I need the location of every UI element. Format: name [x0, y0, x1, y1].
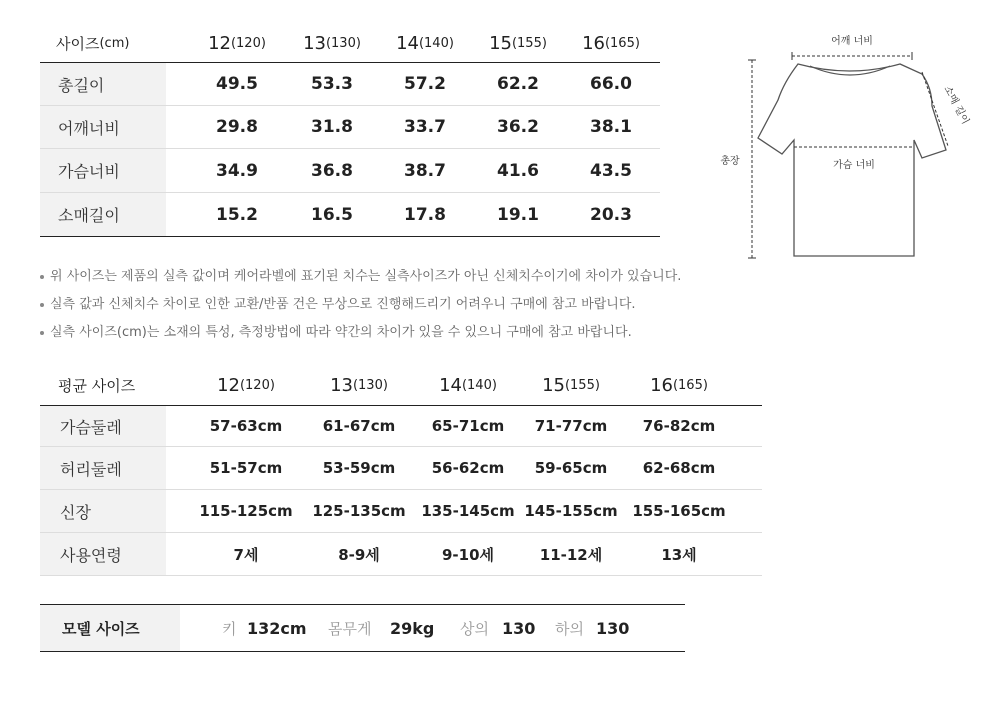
- top-value: 130: [502, 618, 536, 638]
- cell-value: 29.8: [216, 117, 258, 137]
- cell-value: 17.8: [404, 204, 446, 225]
- note-item: 위 사이즈는 제품의 실측 값이며 케어라벨에 표기된 치수는 실측사이즈가 아닌 신체치수이기에 차이가 있습니다.: [40, 265, 681, 284]
- cell-value: 43.5: [590, 160, 632, 181]
- table-row: [40, 447, 762, 490]
- sleeve-label: 소매 길이: [941, 84, 971, 127]
- cell-value: 8-9세: [338, 545, 380, 564]
- top-key: 상의: [460, 619, 489, 638]
- weight-key: 몸무게: [328, 619, 372, 638]
- cell-value: 71-77cm: [534, 417, 608, 435]
- table-row: [40, 63, 660, 106]
- row-label: 가슴너비: [40, 149, 166, 192]
- cell-value: 11-12세: [539, 545, 603, 564]
- cell-value: 76-82cm: [642, 417, 716, 435]
- cell-value: 145-155cm: [524, 502, 618, 520]
- cell-value: 33.7: [404, 117, 446, 137]
- bullet-icon: [40, 275, 44, 279]
- cell-value: 38.1: [590, 117, 632, 137]
- cell-value: 115-125cm: [199, 502, 293, 520]
- cell-value: 13세: [661, 545, 697, 564]
- cell-value: 61-67cm: [322, 417, 396, 435]
- bullet-icon: [40, 331, 44, 335]
- cell-value: 57-63cm: [209, 417, 283, 435]
- chest-label: 가슴 너비: [833, 160, 875, 171]
- average-size-label: 평균 사이즈: [58, 376, 136, 395]
- cell-value: 36.2: [497, 117, 539, 137]
- cell-value: 155-165cm: [632, 502, 726, 520]
- cell-value: 19.1: [497, 204, 539, 225]
- table-row: [40, 193, 660, 237]
- size-col-13: 13 (130): [330, 374, 388, 396]
- bullet-icon: [40, 303, 44, 307]
- note-item: 실측 값과 신체치수 차이로 인한 교환/반품 건은 무상으로 진행해드리기 어려우니 구매에 참고 바랍니다.: [40, 293, 636, 312]
- note-item: 실측 사이즈(cm)는 소재의 특성, 측정방법에 따라 약간의 차이가 있을 수 있으니 구매에 참고 바랍니다.: [40, 321, 632, 340]
- bottom-value: 130: [596, 618, 630, 638]
- model-size-label: 모델 사이즈: [40, 605, 180, 651]
- length-label: 총장: [720, 156, 740, 167]
- size-col-16: 16 (165): [650, 374, 708, 396]
- cell-value: 20.3: [590, 204, 632, 225]
- size-col-13: 13 (130): [303, 32, 361, 54]
- table-row: [40, 533, 762, 576]
- cell-value: 62.2: [497, 74, 539, 94]
- tshirt-measurement-diagram: [700, 28, 990, 268]
- cell-value: 34.9: [216, 160, 258, 181]
- row-label: 신장: [40, 490, 166, 532]
- cell-value: 53.3: [311, 74, 353, 94]
- size-col-15: 15 (155): [542, 374, 600, 396]
- row-label: 사용연령: [40, 533, 166, 575]
- shoulder-label: 어깨 너비: [831, 36, 873, 47]
- cell-value: 53-59cm: [322, 459, 396, 477]
- size-col-12: 12 (120): [208, 32, 266, 54]
- cell-value: 15.2: [216, 204, 258, 225]
- height-key: 키: [222, 619, 237, 638]
- size-header-label: 사이즈 (cm): [56, 34, 130, 53]
- weight-value: 29kg: [390, 618, 435, 638]
- cell-value: 16.5: [311, 204, 353, 225]
- row-label: 총길이: [40, 63, 166, 105]
- cell-value: 38.7: [404, 160, 446, 181]
- size-col-14: 14 (140): [439, 374, 497, 396]
- row-label: 소매길이: [40, 193, 166, 236]
- height-value: 132cm: [247, 618, 307, 638]
- table-row: [40, 406, 762, 447]
- cell-value: 31.8: [311, 117, 353, 137]
- table-row: [40, 106, 660, 149]
- cell-value: 135-145cm: [421, 502, 515, 520]
- model-size-table: [40, 604, 685, 652]
- cell-value: 7세: [233, 545, 259, 564]
- cell-value: 66.0: [590, 74, 632, 94]
- average-size-header: [40, 365, 762, 406]
- cell-value: 62-68cm: [642, 459, 716, 477]
- row-label: 가슴둘레: [40, 406, 166, 446]
- cell-value: 65-71cm: [431, 417, 505, 435]
- cell-value: 125-135cm: [312, 502, 406, 520]
- size-col-16: 16 (165): [582, 32, 640, 54]
- bottom-key: 하의: [555, 619, 584, 638]
- cell-value: 51-57cm: [209, 459, 283, 477]
- cell-value: 49.5: [216, 74, 258, 94]
- row-label: 허리둘레: [40, 447, 166, 489]
- cell-value: 41.6: [497, 160, 539, 181]
- size-col-14: 14 (140): [396, 32, 454, 54]
- size-col-12: 12 (120): [217, 374, 275, 396]
- row-label: 어깨너비: [40, 106, 166, 148]
- cell-value: 59-65cm: [534, 459, 608, 477]
- cell-value: 36.8: [311, 160, 353, 181]
- size-table-header: [40, 24, 660, 63]
- table-row: [40, 490, 762, 533]
- cell-value: 57.2: [404, 74, 446, 94]
- size-col-15: 15 (155): [489, 32, 547, 54]
- cell-value: 9-10세: [441, 545, 495, 564]
- cell-value: 56-62cm: [431, 459, 505, 477]
- table-row: [40, 149, 660, 193]
